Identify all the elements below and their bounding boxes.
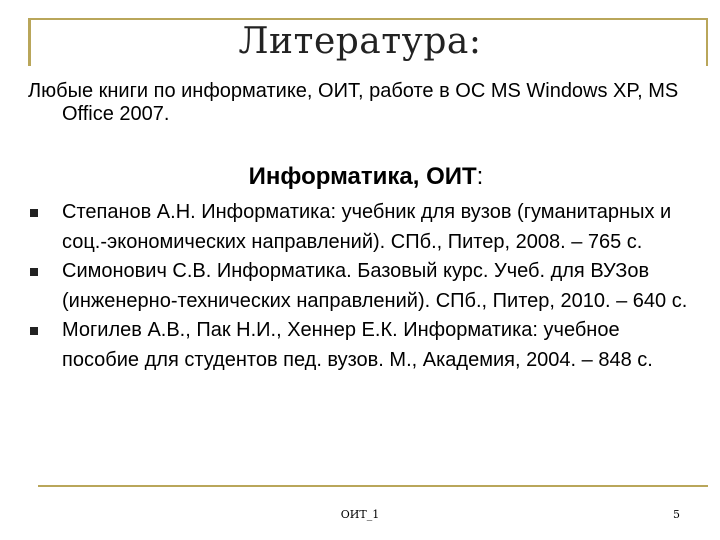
page-number: 5: [673, 508, 680, 521]
reference-list: [30, 198, 700, 375]
frame-bottom-line: [38, 485, 708, 487]
slide-title: Литература:: [238, 21, 482, 62]
reference-item: [30, 257, 700, 316]
reference-text: Симонович С.В. Информатика. Базовый курс. Учеб. для ВУЗов (инженерно-технических направлений). СПб., Питер, 2010. – 640 с.: [62, 260, 688, 312]
footer-label: ОИТ_1: [340, 508, 380, 521]
reference-item: [30, 316, 700, 375]
section-heading-colon: :: [476, 163, 484, 190]
intro-text: Любые книги по информатике, ОИТ, работе в ОС MS Windows XP, MS Office 2007.: [28, 80, 679, 125]
reference-text: Могилев А.В., Пак Н.И., Хеннер Е.К. Информатика: учебное пособие для студентов пед. вузов. М., Академия, 2004. – 848 с.: [62, 319, 653, 371]
reference-item: [30, 198, 700, 257]
square-bullet-icon: [30, 268, 38, 276]
square-bullet-icon: [30, 327, 38, 335]
section-heading: [0, 162, 720, 192]
intro-paragraph: [28, 80, 720, 126]
square-bullet-icon: [30, 209, 38, 217]
reference-text: Степанов А.Н. Информатика: учебник для вузов (гуманитарных и соц.-экономических направлений). СПб., Питер, 2008. – 765 с.: [62, 201, 672, 253]
section-heading-text: Информатика, ОИТ: [248, 163, 477, 190]
